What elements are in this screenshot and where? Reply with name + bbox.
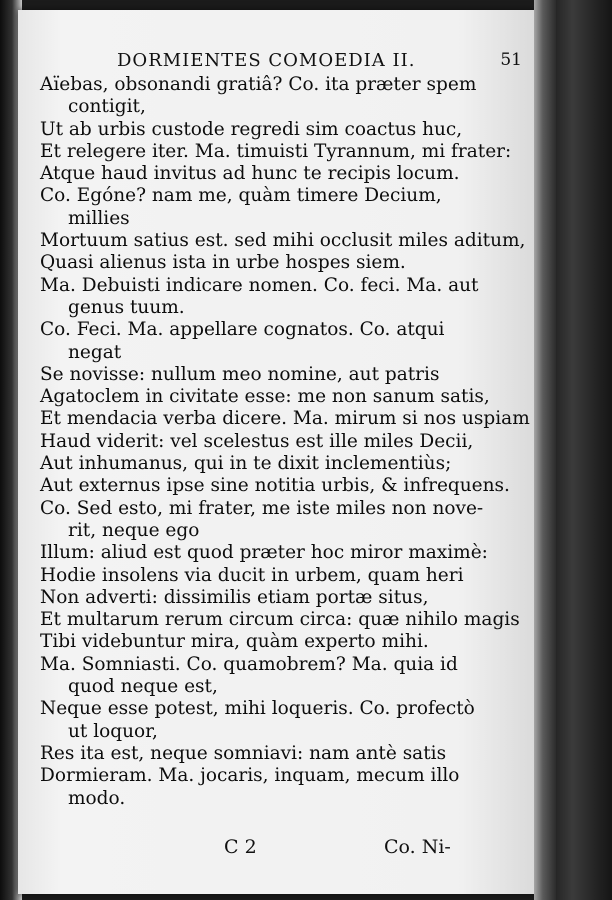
text-line: Res ita est, neque somniavi: nam antè satis [40, 742, 447, 764]
text-line: Co. Feci. Ma. appellare cognatos. Co. atqui [40, 319, 445, 341]
text-line: Et mendacia verba dicere. Ma. mirum si nos uspiam [40, 408, 530, 430]
text-line: Aut inhumanus, qui in te dixit inclementiùs; [40, 453, 452, 475]
text-line: Atque haud invitus ad hunc te recipis locum. [40, 163, 460, 185]
text-line-continuation: genus tuum. [68, 296, 185, 318]
running-title: DORMIENTES COMOEDIA II. [117, 50, 416, 71]
text-line: Non adverti: dissimilis etiam portæ situs, [40, 586, 429, 608]
page-number: 51 [500, 50, 522, 70]
text-line: Et relegere iter. Ma. timuisti Tyrannum, mi frater: [40, 140, 512, 162]
text-line-continuation: ut loquor, [68, 720, 158, 742]
text-line: Illum: aliud est quod præter hoc miror maximè: [40, 542, 488, 564]
text-line: Se novisse: nullum meo nomine, aut patris [40, 363, 440, 385]
text-line-continuation: modo. [68, 787, 126, 809]
book-cover-board [556, 0, 612, 900]
text-line: Hodie insolens via ducit in urbem, quam heri [40, 564, 464, 586]
text-line: Et multarum rerum circum circa: quæ nihilo magis [40, 609, 520, 631]
text-line: Tibi videbuntur mira, quàm experto mihi. [40, 631, 429, 653]
text-line-continuation: contigit, [68, 96, 146, 118]
text-line: Aut externus ipse sine notitia urbis, & infrequens. [40, 475, 510, 497]
text-line: Co. Sed esto, mi frater, me iste miles non nove- [40, 497, 484, 519]
text-line: Ma. Debuisti indicare nomen. Co. feci. Ma. aut [40, 274, 479, 296]
text-line: Neque esse potest, mihi loqueris. Co. profectò [40, 698, 475, 720]
text-body [40, 74, 530, 810]
text-line-continuation: quod neque est, [68, 676, 218, 698]
signature-mark: C 2 [224, 836, 257, 858]
text-line: Ut ab urbis custode regredi sim coactus huc, [40, 118, 463, 140]
text-line-continuation: rit, neque ego [68, 519, 200, 541]
text-line: Ma. Somniasti. Co. quamobrem? Ma. quia id [40, 653, 458, 675]
text-line: Haud viderit: vel scelestus est ille miles Decii, [40, 430, 474, 452]
text-line: Mortuum satius est. sed mihi occlusit miles aditum, [40, 230, 526, 252]
text-line-continuation: negat [68, 341, 122, 363]
page-footer [22, 836, 532, 862]
text-line-continuation: millies [68, 207, 130, 229]
text-line: Aïebas, obsonandi gratiâ? Co. ita præter spem [40, 74, 477, 95]
text-line: Co. Egóne? nam me, quàm timere Decium, [40, 185, 442, 207]
text-line: Dormieram. Ma. jocaris, inquam, mecum illo [40, 765, 460, 787]
text-line: Agatoclem in civitate esse: me non sanum satis, [40, 386, 490, 408]
catchword: Co. Ni- [384, 836, 451, 858]
page-edges [534, 0, 556, 900]
text-line: Quasi alienus ista in urbe hospes siem. [40, 252, 406, 274]
